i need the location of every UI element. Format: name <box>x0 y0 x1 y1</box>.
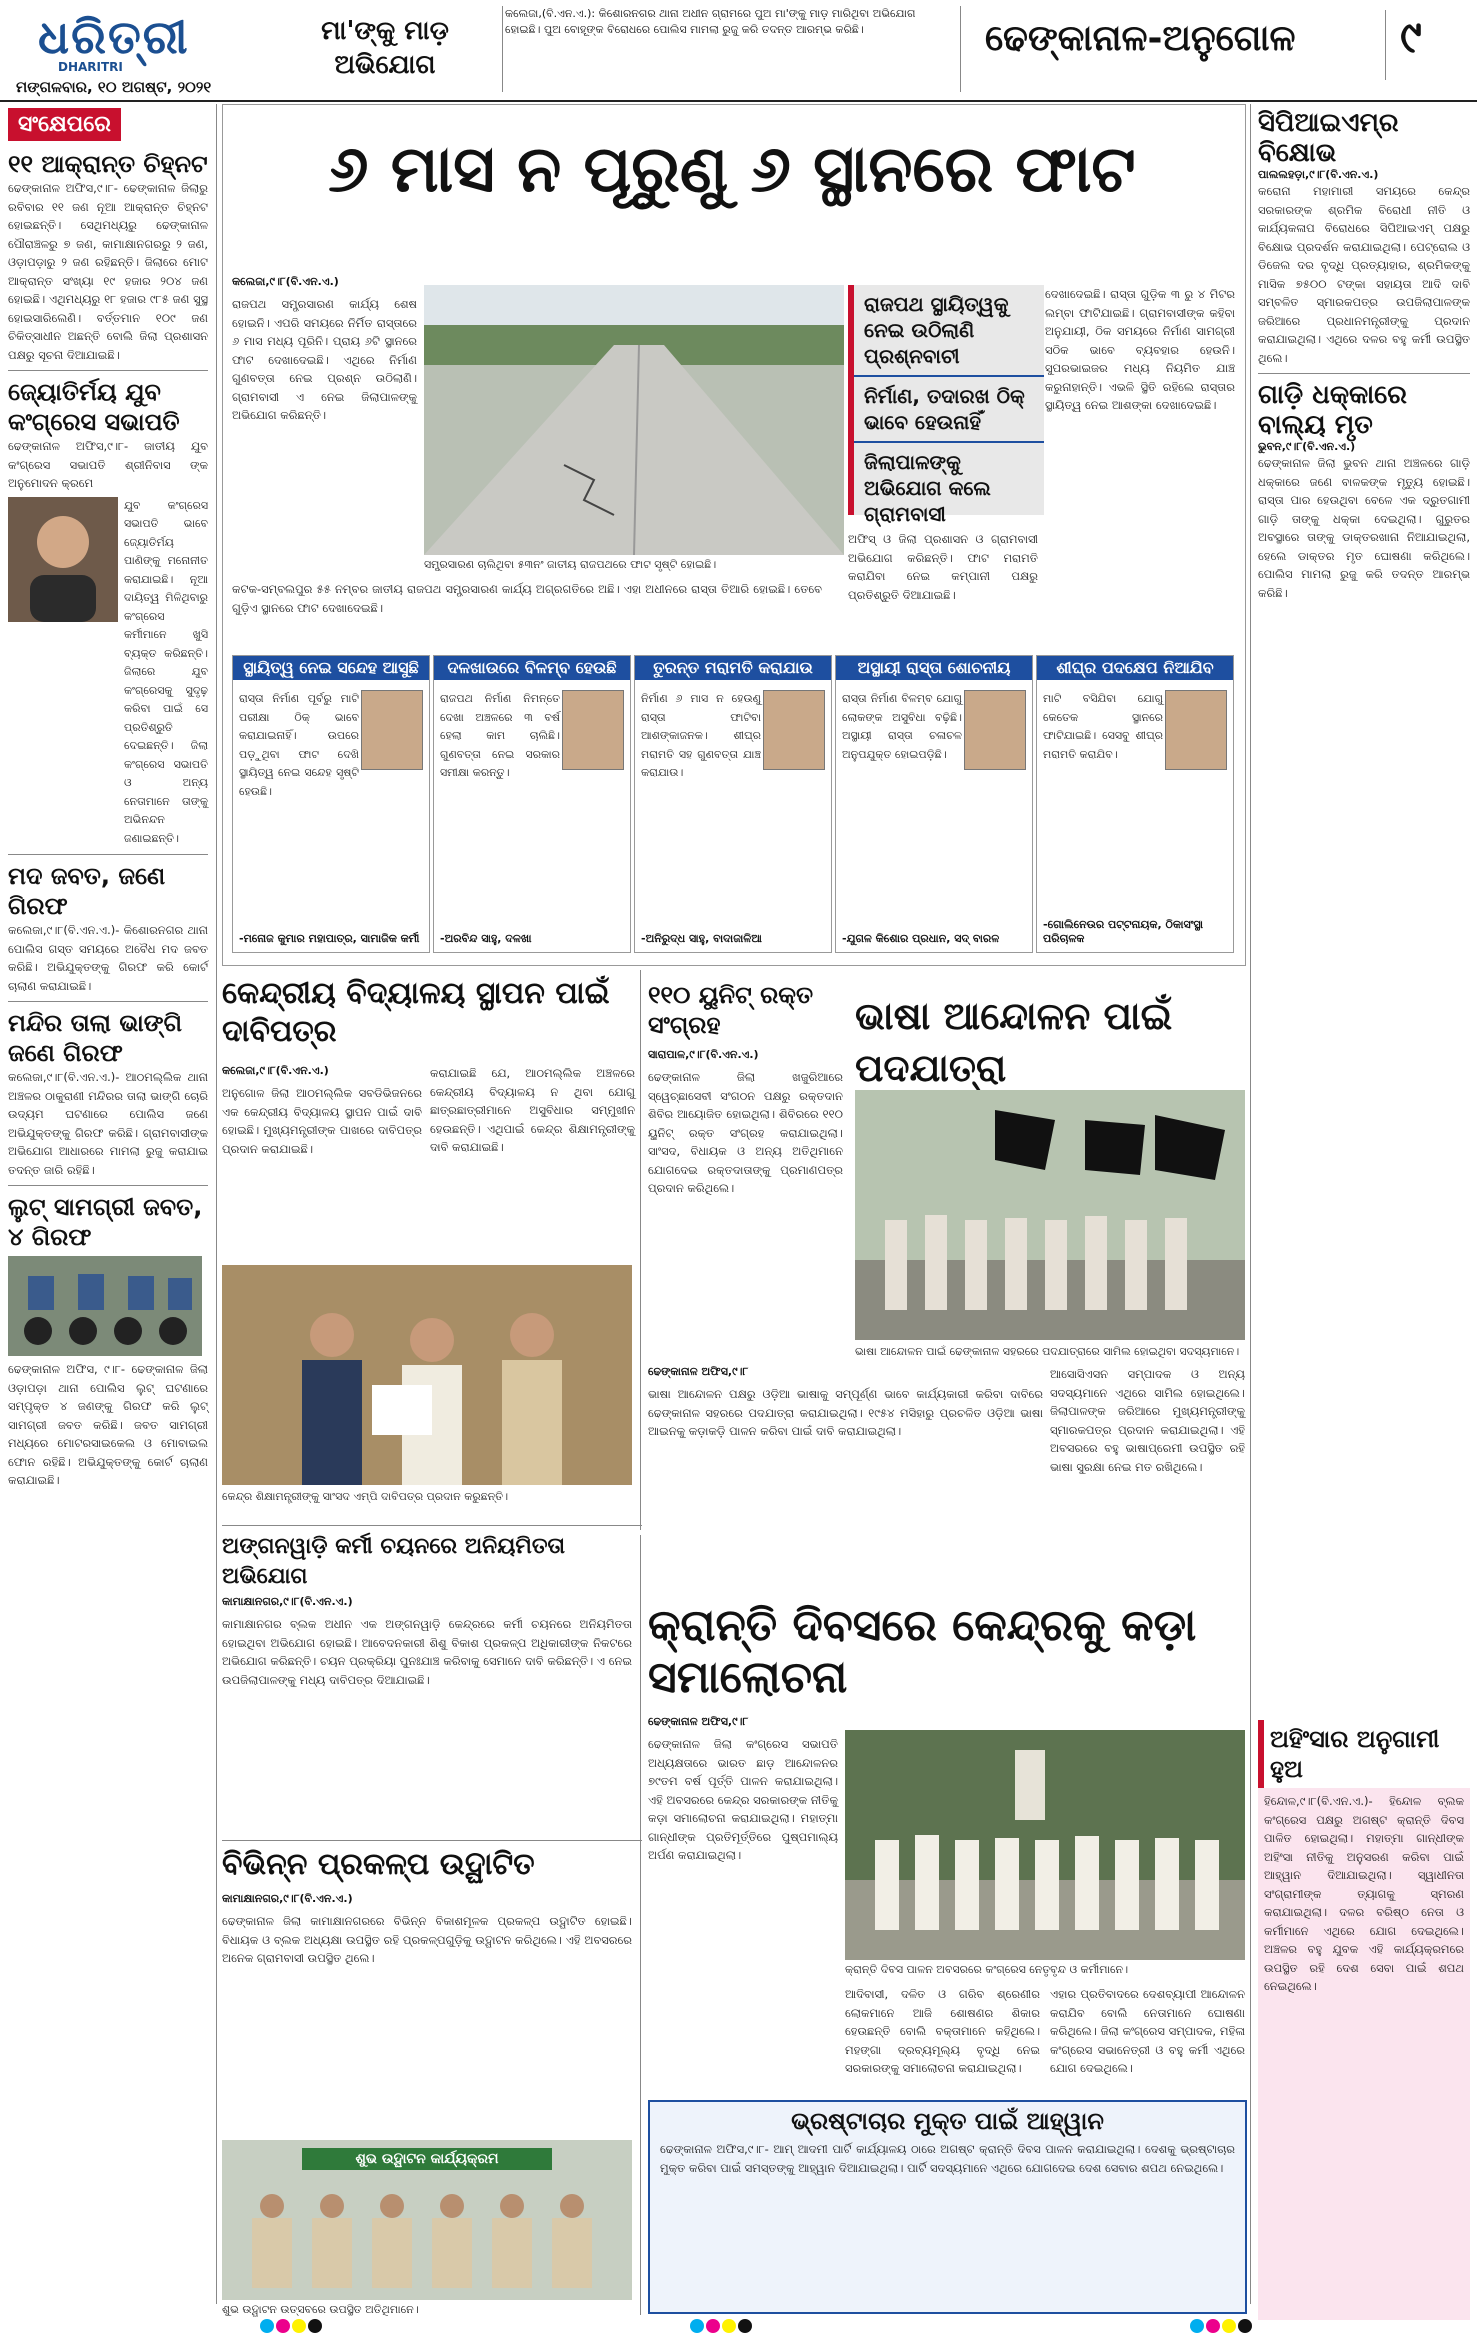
column-divider <box>216 104 217 2304</box>
lead-body: ଦେଖାଦେଇଛି। ରାସ୍ତା ଗୁଡ଼ିକ ୩ ରୁ ୪ ମିଟର ଲମ୍ବା ଫାଟିଯାଇଛି। ଗ୍ରାମବାସୀଙ୍କ କହିବା ଅନୁଯାୟୀ, ଠିକ ସମୟରେ ନିର୍ମାଣ ସାମଗ୍ରୀ ସଠିକ ଭାବେ ବ୍ୟବହାର ହେଉନି। ସୁପରଭାଇଜର ମଧ୍ୟ ନିୟମିତ ଯାଞ୍ଚ କରୁନାହାନ୍ତି। ଏଭଳି ସ୍ଥିତି ରହିଲେ ରାସ୍ତାର ସ୍ଥାୟିତ୍ୱ ନେଇ ଆଶଙ୍କା ଦେଖାଦେଇଛି। <box>1045 287 1235 412</box>
quote-box <box>433 655 631 953</box>
registration-marks <box>690 2318 754 2337</box>
bhasha-body: ଆସୋସିଏସନ ସମ୍ପାଦକ ଓ ଅନ୍ୟ ସଦସ୍ୟମାନେ ଏଥିରେ ସାମିଲ ହୋଇଥିଲେ। ଜିଲାପାଳଙ୍କ ଜରିଆରେ ମୁଖ୍ୟମନ୍ତ୍ରୀଙ୍କୁ ସ୍ମାରକପତ୍ର ପ୍ରଦାନ କରାଯାଇଥିଲା। ଏହି ଅବସରରେ ବହୁ ଭାଷାପ୍ରେମୀ ଉପସ୍ଥିତ ରହି ଭାଷା ସୁରକ୍ଷା ନେଇ ମତ ରଖିଥିଲେ। <box>1050 1367 1245 1474</box>
kv-photo <box>222 1265 632 1485</box>
brief-body: ଢେଙ୍କାନାଳ ଅଫିସ, ୯।୮- ଢେଙ୍କାନାଳ ଜିଲା ଓଡ଼ାପଡ଼ା ଥାନା ପୋଲିସ ଲୁଟ୍ ଘଟଣାରେ ସମ୍ପୃକ୍ତ ୪ ଜଣଙ୍କୁ ଗିରଫ କରି ଲୁଟ୍ ସାମଗ୍ରୀ ଜବତ କରିଛି। ଜବତ ସାମଗ୍ରୀ ମଧ୍ୟରେ ମୋଟରସାଇକେଲ ଓ ମୋବାଇଲ ଫୋନ ରହିଛି। ଅଭିଯୁକ୍ତଙ୍କୁ କୋର୍ଟ ଚାଲାଣ କରାଯାଇଛି। <box>8 1362 208 1487</box>
page-number: ୯ <box>1400 12 1422 63</box>
byline: କାମାକ୍ଷାନଗର,୯।୮(ବି.ଏନ.ଏ.) <box>222 1892 353 1905</box>
brief-headline: ଜ୍ୟୋତିର୍ମୟ ଯୁବ କଂଗ୍ରେସ ସଭାପତି <box>8 378 180 436</box>
masthead <box>0 0 1477 102</box>
divider <box>1385 10 1386 80</box>
corruption-headline: ଭ୍ରଷ୍ଟାଚାର ମୁକ୍ତ ପାଇଁ ଆହ୍ୱାନ <box>791 2107 1104 2135</box>
lead-highlights-box <box>848 285 1044 526</box>
corruption-body: ଢେଙ୍କାନାଳ ଅଫିସ,୯।୮- ଆମ୍ ଆଦମୀ ପାର୍ଟି କାର୍ଯ୍ୟାଳୟ ଠାରେ ଅଗଷ୍ଟ କ୍ରାନ୍ତି ଦିବସ ପାଳନ କରାଯାଇଥିଲା। ଦେଶକୁ ଭ୍ରଷ୍ଟାଚାର ମୁକ୍ତ କରିବା ପାଇଁ ସମସ୍ତଙ୍କୁ ଆହ୍ୱାନ ଦିଆଯାଇଥିଲା। ପାର୍ଟି ସଦସ୍ୟମାନେ ଏଥିରେ ଯୋଗଦେଇ ଦେଶ ସେବାର ଶପଥ ନେଇଥିଲେ। <box>660 2142 1235 2175</box>
byline: ଢେଙ୍କାନାଳ ଅଫିସ,୯।୮ <box>648 1365 749 1378</box>
people-seated-icon <box>222 2178 632 2298</box>
quote-box <box>835 655 1033 953</box>
portrait-photo <box>361 690 423 770</box>
quote-box <box>1036 655 1234 953</box>
portrait-photo <box>763 690 825 770</box>
lead-headline: ୬ ମାସ ନ ପୂରୁଣୁ ୬ ସ୍ଥାନରେ ଫାଟ <box>328 133 1136 207</box>
byline: ଭୁବନ,୯।୮(ବି.ଏନ.ଏ.) <box>1258 440 1356 453</box>
divider <box>222 1525 642 1526</box>
right-column <box>1258 108 1470 602</box>
rally-flags-icon <box>855 1090 1245 1340</box>
quote-text: ରାସ୍ତା ନିର୍ମାଣ ବିଳମ୍ବ ଯୋଗୁ ଲୋକଙ୍କ ଅସୁବିଧା ବଢ଼ିଛି। ଅସ୍ଥାୟୀ ରାସ୍ତା ଚଳାଚଳ ଅନୁପଯୁକ୍ତ ହୋଇପଡ଼ିଛି। <box>842 692 962 761</box>
bhasha-headline: ଭାଷା ଆନ୍ଦୋଳନ ପାଇଁ ପଦଯାତ୍ରା <box>855 994 1173 1090</box>
quote-text: ରାଜପଥ ନିର୍ମାଣ ନିମନ୍ତେ ଦେଖା ଅଞ୍ଚଳରେ ୩ ବର୍ଷ ହେଲା କାମ ଚାଲିଛି। ଗୁଣବତ୍ତା ନେଇ ସରକାର ସମୀକ୍ଷା କରନ୍ତୁ। <box>440 692 560 779</box>
byline: ଢେଙ୍କାନାଳ ଅଫିସ,୯।୮ <box>648 1715 749 1728</box>
kranti-body: ଆଦିବାସୀ, ଦଳିତ ଓ ଗରିବ ଶ୍ରେଣୀର ଲୋକମାନେ ଆଜି ଶୋଷଣର ଶିକାର ହେଉଛନ୍ତି ବୋଲି ବକ୍ତାମାନେ କହିଥିଲେ। ମହଙ୍ଗା ଦ୍ରବ୍ୟମୂଲ୍ୟ ବୃଦ୍ଧି ନେଇ ସରକାରଙ୍କୁ ସମାଲୋଚନା କରାଯାଇଥିଲା। <box>845 1987 1040 2075</box>
brief-body: ଢେଙ୍କାନାଳ ଅଫିସ,୯।୮- ଢେଙ୍କାନାଳ ଜିଲାରୁ ରବିବାର ୧୧ ଜଣ ନୂଆ ଆକ୍ରାନ୍ତ ଚିହ୍ନଟ ହୋଇଛନ୍ତି। ସେଥିମଧ୍ୟରୁ ଢେଙ୍କାନାଳ ପୌରାଞ୍ଚଳରୁ ୭ ଜଣ, କାମାକ୍ଷାନଗରରୁ ୨ ଜଣ, ଓଡ଼ାପଡ଼ାରୁ ୨ ଜଣ ରହିଛନ୍ତି। ଜିଲାରେ ମୋଟ ଆକ୍ରାନ୍ତ ସଂଖ୍ୟା ୧୯ ହଜାର ୨୦୪ ଜଣ ହୋଇଛି। ଏଥିମଧ୍ୟରୁ ୧୮ ହଜାର ୯୮୫ ଜଣ ସୁସ୍ଥ ହୋଇସାରିଲେଣି। ବର୍ତ୍ତମାନ ୧୦୯ ଜଣ ଚିକିତ୍ସାଧୀନ ଅଛନ୍ତି ବୋଲି ଜିଲା ପ୍ରଶାସନ ପକ୍ଷରୁ ସୂଚନା ଦିଆଯାଇଛି। <box>8 181 208 362</box>
seized-vehicles-photo <box>8 1256 202 1356</box>
photo-caption: ଶୁଭ ଉଦ୍ଘାଟନ ଉତ୍ସବରେ ଉପସ୍ଥିତ ଅତିଥିମାନେ। <box>222 2303 419 2316</box>
byline: କଲେଜା,୯।୮(ବି.ଏନ.ଏ.) <box>232 275 339 288</box>
dateline: ମଙ୍ଗଳବାର, ୧୦ ଅଗଷ୍ଟ, ୨୦୨୧ <box>16 78 212 96</box>
newspaper-logo-sub: DHARITRI <box>58 60 123 74</box>
section-tag: ସଂକ୍ଷେପରେ <box>8 108 121 141</box>
lead-body: ରାଜପଥ ସମ୍ପ୍ରସାରଣ କାର୍ଯ୍ୟ ଶେଷ ହୋଇନି। ଏପରି ସମୟରେ ନିର୍ମିତ ରାସ୍ତାରେ ୬ ମାସ ମଧ୍ୟ ପୂରିନି। ପ୍ରାୟ ୬ଟି ସ୍ଥାନରେ ଫାଟ ଦେଖାଦେଇଛି। ଏଥିରେ ନିର୍ମାଣ ଗୁଣବତ୍ତା ନେଇ ପ୍ରଶ୍ନ ଉଠିଲାଣି। ଗ୍ରାମବାସୀ ଏ ନେଇ ଜିଲାପାଳଙ୍କୁ ଅଭିଯୋଗ କରିଛନ୍ତି। <box>232 297 417 422</box>
quote-box <box>232 655 430 953</box>
photo-caption: କ୍ରାନ୍ତି ଦିବସ ପାଳନ ଅବସରରେ କଂଗ୍ରେସ ନେତୃବୃନ୍ଦ ଓ କର୍ମୀମାନେ। <box>845 1963 1129 1976</box>
registration-marks <box>260 2318 324 2337</box>
quote-signature: -ଅରବିନ୍ଦ ସାହୁ, ଦଳଖା <box>440 932 532 945</box>
top-promo-title: ମା'ଙ୍କୁ ମାଡ଼ ଅଭିଯୋଗ <box>321 16 449 80</box>
newspaper-logo: ଧରିତ୍ରୀ <box>38 10 190 64</box>
column-divider <box>640 970 641 1530</box>
quotes-row <box>232 655 1234 955</box>
people-meeting-icon <box>222 1265 632 1485</box>
portrait-photo <box>8 497 118 622</box>
quote-title: ଅସ୍ଥାୟୀ ରାସ୍ତା ଶୋଚନୀୟ <box>836 656 1032 680</box>
photo-caption: ଭାଷା ଆନ୍ଦୋଳନ ପାଇଁ ଢେଙ୍କାନାଳ ସହରରେ ପଦଯାତ୍ରାରେ ସାମିଲ ହୋଇଥିବା ସଦସ୍ୟମାନେ। <box>855 1345 1240 1358</box>
road-crack-photo <box>424 285 844 555</box>
byline: କଲେଜା,୯।୮(ବି.ଏନ.ଏ.) <box>222 1064 329 1077</box>
photo-caption: ସମ୍ପ୍ରସାରଣ ଚାଲିଥିବା ୫୩ନଂ ଜାତୀୟ ରାଜପଥରେ ଫାଟ ସୃଷ୍ଟି ହୋଇଛି। <box>424 558 717 571</box>
quote-text: ମାଟି ବସିଯିବା ଯୋଗୁ କେତେକ ସ୍ଥାନରେ ଫାଟିଯାଇଛି। ସେସବୁ ଶୀଘ୍ର ମରାମତି କରାଯିବ। <box>1043 692 1163 761</box>
left-column <box>8 108 208 1490</box>
kranti-headline: କ୍ରାନ୍ତି ଦିବସରେ କେନ୍ଦ୍ରକୁ କଡ଼ା ସମାଲୋଚନା <box>648 1600 1197 1703</box>
quote-signature: -ମନୋଜ କୁମାର ମହାପାତ୍ର, ସାମାଜିକ କର୍ମୀ <box>239 932 420 945</box>
photo-caption: କେନ୍ଦ୍ର ଶିକ୍ଷାମନ୍ତ୍ରୀଙ୍କୁ ସାଂସଦ ଏମ୍ପି ଦାବିପତ୍ର ପ୍ରଦାନ କରୁଛନ୍ତି। <box>222 1490 509 1503</box>
road-illustration-icon <box>424 285 844 555</box>
bhasha-body: ଭାଷା ଆନ୍ଦୋଳନ ପକ୍ଷରୁ ଓଡ଼ିଆ ଭାଷାକୁ ସମ୍ପୂର୍ଣ୍ଣ ଭାବେ କାର୍ଯ୍ୟକାରୀ କରିବା ଦାବିରେ ଢେଙ୍କାନାଳ ସହରରେ ପଦଯାତ୍ରା କରାଯାଇଥିଲା। ୧୯୫୪ ମସିହାରୁ ପ୍ରଚଳିତ ଓଡ଼ିଆ ଭାଷା ଆଇନକୁ କଡ଼ାକଡ଼ି ପାଳନ କରିବା ପାଇଁ ଦାବି କରାଯାଇଥିଲା। <box>648 1387 1043 1438</box>
column-divider <box>640 1535 641 2315</box>
anganwadi-headline: ଅଙ୍ଗନୱାଡ଼ି କର୍ମୀ ଚୟନରେ ଅନିୟମିତତା ଅଭିଯୋଗ <box>222 1534 565 1589</box>
page-section-title: ଢେଙ୍କାନାଳ-ଅନୁଗୋଳ <box>985 18 1296 59</box>
brief-body: ଢେଙ୍କାନାଳ ଜିଲା ଭୁବନ ଥାନା ଅଞ୍ଚଳରେ ଗାଡ଼ି ଧକ୍କାରେ ଜଣେ ବାଳକଙ୍କ ମୃତ୍ୟୁ ହୋଇଛି। ରାସ୍ତା ପାର ହେଉଥିବା ବେଳେ ଏକ ଦ୍ରୁତଗାମୀ ଗାଡ଼ି ତାଙ୍କୁ ଧକ୍କା ଦେଇଥିଲା। ଗୁରୁତର ଅବସ୍ଥାରେ ତାଙ୍କୁ ଡାକ୍ତରଖାନା ନିଆଯାଇଥିଲା, ହେଲେ ଡାକ୍ତର ମୃତ ଘୋଷଣା କରିଥିଲେ। ପୋଲିସ ମାମଲା ରୁଜୁ କରି ତଦନ୍ତ ଆରମ୍ଭ କରିଛି। <box>1258 456 1470 600</box>
divider <box>1258 373 1470 374</box>
kv-headline: କେନ୍ଦ୍ରୀୟ ବିଦ୍ୟାଳୟ ସ୍ଥାପନ ପାଇଁ ଦାବିପତ୍ର <box>222 976 610 1049</box>
portrait-photo <box>964 690 1026 770</box>
divider <box>8 370 208 371</box>
brief-body: କରୋନା ମହାମାରୀ ସମୟରେ କେନ୍ଦ୍ର ସରକାରଙ୍କ ଶ୍ରମିକ ବିରୋଧୀ ନୀତି ଓ କାର୍ଯ୍ୟକଳାପ ବିରୋଧରେ ସିପିଆଇଏମ୍ ପକ୍ଷରୁ ବିକ୍ଷୋଭ ପ୍ରଦର୍ଶନ କରାଯାଇଥିଲା। ପେଟ୍ରୋଲ ଓ ଡିଜେଲ ଦର ବୃଦ୍ଧି ପ୍ରତ୍ୟାହାର, ଶ୍ରମିକଙ୍କୁ ମାସିକ ୭୫୦୦ ଟଙ୍କା ସହାୟତା ଆଦି ଦାବି ସମ୍ବଳିତ ସ୍ମାରକପତ୍ର ଉପଜିଲାପାଳଙ୍କ ଜରିଆରେ ପ୍ରଧାନମନ୍ତ୍ରୀଙ୍କୁ ପ୍ରଦାନ କରାଯାଇଥିଲା। ଏଥିରେ ଦଳର ବହୁ କର୍ମୀ ଉପସ୍ଥିତ ଥିଲେ। <box>1258 184 1470 365</box>
group-photo-icon <box>845 1730 1245 1960</box>
kranti-body: ଏହାର ପ୍ରତିବାଦରେ ଦେଶବ୍ୟାପୀ ଆନ୍ଦୋଳନ କରାଯିବ ବୋଲି ନେତାମାନେ ଘୋଷଣା କରିଥିଲେ। ଜିଲା କଂଗ୍ରେସ ସମ୍ପାଦକ, ମହିଳା କଂଗ୍ରେସ ସଭାନେତ୍ରୀ ଓ ବହୁ କର୍ମୀ ଏଥିରେ ଯୋଗ ଦେଇଥିଲେ। <box>1050 1987 1245 2075</box>
brief-headline: ମଦ ଜବତ, ଜଣେ ଗିରଫ <box>8 862 166 920</box>
quote-text: ରାସ୍ତା ନିର୍ମାଣ ପୂର୍ବରୁ ମାଟି ପରୀକ୍ଷା ଠିକ୍ ଭାବେ କରାଯାଇନାହିଁ। ଉପରେ ପଡ଼ୁଥିବା ଫାଟ ଦେଖି ସ୍ଥାୟିତ୍ୱ ନେଇ ସନ୍ଦେହ ସୃଷ୍ଟି ହେଉଛି। <box>239 692 359 798</box>
divider <box>222 1840 642 1841</box>
divider <box>960 6 961 92</box>
quote-title: ଦଳଖାଉରେ ବିଳମ୍ବ ହେଉଛି <box>434 656 630 680</box>
motorcycles-icon <box>8 1256 202 1356</box>
blood-headline: ୧୧୦ ୟୁନିଟ୍ ରକ୍ତ ସଂଗ୍ରହ <box>648 981 814 1039</box>
highlight-point: ରାଜପଥ ସ୍ଥାୟିତ୍ୱକୁ ନେଇ ଉଠିଲାଣି ପ୍ରଶ୍ନବାଚୀ <box>854 285 1044 377</box>
lead-body: କଟକ-ସମ୍ବଲପୁର ୫୫ ନମ୍ବର ଜାତୀୟ ରାଜପଥ ସମ୍ପ୍ରସାରଣ କାର୍ଯ୍ୟ ଅଗ୍ରଗତିରେ ଅଛି। ଏହା ଅଧୀନରେ ରାସ୍ତା ତିଆରି ହୋଇଛି। ତେବେ ଗୁଡ଼ିଏ ସ୍ଥାନରେ ଫାଟ ଦେଖାଦେଇଛି। <box>232 582 822 615</box>
column-divider <box>1250 104 1251 2304</box>
brief-body: ହିନ୍ଦୋଳ,୯।୮(ବି.ଏନ.ଏ.)- ହିନ୍ଦୋଳ ବ୍ଲକ କଂଗ୍ରେସ ପକ୍ଷରୁ ଅଗଷ୍ଟ କ୍ରାନ୍ତି ଦିବସ ପାଳିତ ହୋଇଥିଲା। ମହାତ୍ମା ଗାନ୍ଧୀଙ୍କ ଅହିଂସା ନୀତିକୁ ଅନୁସରଣ କରିବା ପାଇଁ ଆହ୍ୱାନ ଦିଆଯାଇଥିଲା। ସ୍ୱାଧୀନତା ସଂଗ୍ରାମୀଙ୍କ ତ୍ୟାଗକୁ ସ୍ମରଣ କରାଯାଇଥିଲା। ଦଳର ବରିଷ୍ଠ ନେତା ଓ କର୍ମୀମାନେ ଏଥିରେ ଯୋଗ ଦେଇଥିଲେ। ଅଞ୍ଚଳର ବହୁ ଯୁବକ ଏହି କାର୍ଯ୍ୟକ୍ରମରେ ଉପସ୍ଥିତ ରହି ଦେଶ ସେବା ପାଇଁ ଶପଥ ନେଇଥିଲେ। <box>1264 1794 1464 1993</box>
brief-headline: ସିପିଆଇଏମ୍‌ର ବିକ୍ଷୋଭ <box>1258 108 1399 168</box>
brief-body: ଯୁବ କଂଗ୍ରେସ ସଭାପତି ଭାବେ ଜ୍ୟୋତିର୍ମୟ ପାଣିଙ୍କୁ ମନୋନୀତ କରାଯାଇଛି। ନୂଆ ଦାୟିତ୍ୱ ମିଳିଥିବାରୁ କଂଗ୍ରେସ କର୍ମୀମାନେ ଖୁସି ବ୍ୟକ୍ତ କରିଛନ୍ତି। ଜିଲାରେ ଯୁବ କଂଗ୍ରେସକୁ ସୁଦୃଢ଼ କରିବା ପାଇଁ ସେ ପ୍ରତିଶ୍ରୁତି ଦେଇଛନ୍ତି। ଜିଲା କଂଗ୍ରେସ ସଭାପତି ଓ ଅନ୍ୟ ନେତାମାନେ ତାଙ୍କୁ ଅଭିନନ୍ଦନ ଜଣାଇଛନ୍ତି। <box>124 498 208 845</box>
kv-body: କରାଯାଇଛି ଯେ, ଆଠମଲ୍ଲିକ ଅଞ୍ଚଳରେ କେନ୍ଦ୍ରୀୟ ବିଦ୍ୟାଳୟ ନ ଥିବା ଯୋଗୁ ଛାତ୍ରଛାତ୍ରୀମାନେ ଅସୁବିଧାର ସମ୍ମୁଖୀନ ହେଉଛନ୍ତି। ଏଥିପାଇଁ କେନ୍ଦ୍ର ଶିକ୍ଷାମନ୍ତ୍ରୀଙ୍କୁ ଦାବି କରାଯାଇଛି। <box>430 1066 635 1154</box>
byline: ପାଲଲହଡ଼ା,୯।୮(ବି.ଏନ.ଏ.) <box>1258 168 1379 181</box>
quote-title: ଶୀଘ୍ର ପଦକ୍ଷେପ ନିଆଯିବ <box>1037 656 1233 680</box>
quote-signature: -ଯୁଗଳ କିଶୋର ପ୍ରଧାନ, ସଦ୍ ବାରଳ <box>842 932 1000 945</box>
brief-headline: ଗାଡ଼ି ଧକ୍କାରେ ବାଲ୍ୟ ମୃତ <box>1258 380 1407 440</box>
divider <box>8 854 208 855</box>
byline: କାମାକ୍ଷାନଗର,୯।୮(ବି.ଏନ.ଏ.) <box>222 1595 353 1608</box>
highlight-point: ଜିଲାପାଳଙ୍କୁ ଅଭିଯୋଗ କଲେ ଗ୍ରାମବାସୀ <box>864 450 991 526</box>
quote-title: ସ୍ଥାୟିତ୍ୱ ନେଇ ସନ୍ଦେହ ଆସୁଛି <box>233 656 429 680</box>
bhasha-photo <box>855 1090 1245 1340</box>
highlight-point: ନିର୍ମାଣ, ତଦାରଖ ଠିକ୍ ଭାବେ ହେଉନାହିଁ <box>854 377 1044 443</box>
quote-box <box>634 655 832 953</box>
corruption-box <box>648 2100 1247 2314</box>
project-headline: ବିଭିନ୍ନ ପ୍ରକଳ୍ପ ଉଦ୍ଘାଟିତ <box>222 1847 535 1882</box>
blood-body: ଢେଙ୍କାନାଳ ଜିଲା ଖଜୁରିଆରେ ସ୍ୱେଚ୍ଛାସେବୀ ସଂଗଠନ ପକ୍ଷରୁ ରକ୍ତଦାନ ଶିବିର ଆୟୋଜିତ ହୋଇଥିଲା। ଶିବିରରେ ୧୧୦ ୟୁନିଟ୍ ରକ୍ତ ସଂଗ୍ରହ କରାଯାଇଥିଲା। ସାଂସଦ, ବିଧାୟକ ଓ ଅନ୍ୟ ଅତିଥିମାନେ ଯୋଗଦେଇ ରକ୍ତଦାତାଙ୍କୁ ପ୍ରମାଣପତ୍ର ପ୍ରଦାନ କରିଥିଲେ। <box>648 1070 843 1195</box>
brief-body: ଢେଙ୍କାନାଳ ଅଫିସ,୯।୮- ଜାତୀୟ ଯୁବ କଂଗ୍ରେସ ସଭାପତି ଶ୍ରୀନିବାସ ଙ୍କ ଅନୁମୋଦନ କ୍ରମେ <box>8 439 208 490</box>
anganwadi-body: କାମାକ୍ଷାନଗର ବ୍ଲକ ଅଧୀନ ଏକ ଅଙ୍ଗନୱାଡ଼ି କେନ୍ଦ୍ରରେ କର୍ମୀ ଚୟନରେ ଅନିୟମିତତା ହୋଇଥିବା ଅଭିଯୋଗ ହୋଇଛି। ଆବେଦନକାରୀ ଶିଶୁ ବିକାଶ ପ୍ରକଳ୍ପ ଅଧିକାରୀଙ୍କ ନିକଟରେ ଅଭିଯୋଗ କରିଛନ୍ତି। ଚୟନ ପ୍ରକ୍ରିୟା ପୁନଃଯାଞ୍ଚ କରିବାକୁ ସେମାନେ ଦାବି କରିଛନ୍ତି। ଏ ନେଇ ଉପଜିଲାପାଳଙ୍କୁ ମଧ୍ୟ ଦାବିପତ୍ର ଦିଆଯାଇଛି। <box>222 1617 632 1687</box>
quote-title: ତୁରନ୍ତ ମରାମତି କରାଯାଉ <box>635 656 831 680</box>
brief-headline: ମନ୍ଦିର ତାଲା ଭାଙ୍ଗି ଜଣେ ଗିରଫ <box>8 1009 183 1067</box>
divider <box>8 1001 208 1002</box>
project-banner: ଶୁଭ ଉଦ୍ଘାଟନ କାର୍ଯ୍ୟକ୍ରମ <box>302 2148 552 2170</box>
project-body: ଢେଙ୍କାନାଳ ଜିଲା କାମାକ୍ଷାନଗରରେ ବିଭିନ୍ନ ବିକାଶମୂଳକ ପ୍ରକଳ୍ପ ଉଦ୍ଘାଟିତ ହୋଇଛି। ବିଧାୟକ ଓ ବ୍ଲକ ଅଧ୍ୟକ୍ଷା ଉପସ୍ଥିତ ରହି ପ୍ରକଳ୍ପଗୁଡ଼ିକୁ ଉଦ୍ଘାଟନ କରିଥିଲେ। ଏହି ଅବସରରେ ଅନେକ ଗ୍ରାମବାସୀ ଉପସ୍ଥିତ ଥିଲେ। <box>222 1914 632 1965</box>
byline: ସାରାପାଳ,୯।୮(ବି.ଏନ.ଏ.) <box>648 1048 759 1061</box>
brief-body: କଲେଜା,୯।୮(ବି.ଏନ.ଏ.)- କିଶୋରନଗର ଥାନା ପୋଲିସ ଗସ୍ତ ସମୟରେ ଅବୈଧ ମଦ ଜବତ କରିଛି। ଅଭିଯୁକ୍ତଙ୍କୁ ଗିରଫ କରି କୋର୍ଟ ଚାଲାଣ କରାଯାଇଛି। <box>8 923 208 993</box>
kv-body: ଅନୁଗୋଳ ଜିଲା ଆଠମଲ୍ଲିକ ସବଡିଭିଜନରେ ଏକ କେନ୍ଦ୍ରୀୟ ବିଦ୍ୟାଳୟ ସ୍ଥାପନ ପାଇଁ ଦାବି ହୋଇଛି। ମୁଖ୍ୟମନ୍ତ୍ରୀଙ୍କ ପାଖରେ ଦାବିପତ୍ର ପ୍ରଦାନ କରାଯାଇଛି। <box>222 1086 422 1156</box>
brief-body: କଲେଜା,୯।୮(ବି.ଏନ.ଏ.)- ଆଠମଲ୍ଲିକ ଥାନା ଅଞ୍ଚଳର ଠାକୁରାଣୀ ମନ୍ଦିରର ତାଲା ଭାଙ୍ଗି ଚୋରି ଉଦ୍ୟମ ଘଟଣାରେ ପୋଲିସ ଜଣେ ଅଭିଯୁକ୍ତଙ୍କୁ ଗିରଫ କରିଛି। ଗ୍ରାମବାସୀଙ୍କ ଅଭିଯୋଗ ଆଧାରରେ ମାମଲା ରୁଜୁ କରାଯାଇ ତଦନ୍ତ ଜାରି ରହିଛି। <box>8 1070 208 1177</box>
kranti-photo <box>845 1730 1245 1960</box>
brief-headline: ଅହିଂସାର ଅନୁଗାମୀ ହୁଅ <box>1258 1720 1470 1788</box>
registration-marks <box>1190 2318 1254 2337</box>
quote-signature: -ଗୋଲିନେଉର ପଟ୍ଟନାୟକ, ଠିକାସଂସ୍ଥା ପରିଚାଳକ <box>1043 918 1204 945</box>
right-pink-box <box>1258 1720 1470 2320</box>
portrait-photo <box>562 690 624 770</box>
top-promo-text: କଲେଜା,(ବି.ଏନ.ଏ.): କିଶୋରନଗର ଥାନା ଅଧୀନ ଗ୍ରାମରେ ପୁଅ ମା'ଙ୍କୁ ମାଡ଼ ମାରିଥିବା ଅଭିଯୋଗ ହୋଇଛି। ପୁଅ ବୋହୂଙ୍କ ବିରୋଧରେ ପୋଲିସ ମାମଲା ରୁଜୁ କରି ତଦନ୍ତ ଆରମ୍ଭ କରିଛି। <box>505 7 916 36</box>
portrait-photo <box>1165 690 1227 770</box>
person-silhouette-icon <box>8 497 118 622</box>
brief-headline: ଲୁଟ୍ ସାମଗ୍ରୀ ଜବତ, ୪ ଗିରଫ <box>8 1193 203 1251</box>
lead-body: ଅଫିସ୍ ଓ ଜିଲା ପ୍ରଶାସନ ଓ ଗ୍ରାମବାସୀ ଅଭିଯୋଗ କରିଛନ୍ତି। ଫାଟ ମରାମତି କରାଯିବା ନେଇ କମ୍ପାନୀ ପକ୍ଷରୁ ପ୍ରତିଶ୍ରୁତି ଦିଆଯାଇଛି। <box>848 532 1038 602</box>
brief-headline: ୧୧ ଆକ୍ରାନ୍ତ ଚିହ୍ନଟ <box>8 150 208 178</box>
quote-text: ନିର୍ମାଣ ୬ ମାସ ନ ହେଉଣୁ ରାସ୍ତା ଫାଟିବା ଆଶଙ୍କାଜନକ। ଶୀଘ୍ର ମରାମତି ସହ ଗୁଣବତ୍ତା ଯାଞ୍ଚ କରାଯାଉ। <box>641 692 761 779</box>
project-photo <box>222 2140 632 2300</box>
kranti-body: ଢେଙ୍କାନାଳ ଜିଲା କଂଗ୍ରେସ ସଭାପତି ଅଧ୍ୟକ୍ଷତାରେ ଭାରତ ଛାଡ଼ ଆନ୍ଦୋଳନର ୭୯ତମ ବର୍ଷ ପୂର୍ତ୍ତି ପାଳନ କରାଯାଇଥିଲା। ଏହି ଅବସରରେ କେନ୍ଦ୍ର ସରକାରଙ୍କ ନୀତିକୁ କଡ଼ା ସମାଲୋଚନା କରାଯାଇଥିଲା। ମହାତ୍ମା ଗାନ୍ଧୀଙ୍କ ପ୍ରତିମୂର୍ତ୍ତିରେ ପୁଷ୍ପମାଲ୍ୟ ଅର୍ପଣ କରାଯାଇଥିଲା। <box>648 1737 838 1862</box>
quote-signature: -ଅନିରୁଦ୍ଧ ସାହୁ, ବାଦାଜାଳିଆ <box>641 932 762 945</box>
divider <box>502 6 503 92</box>
divider <box>8 1185 208 1186</box>
